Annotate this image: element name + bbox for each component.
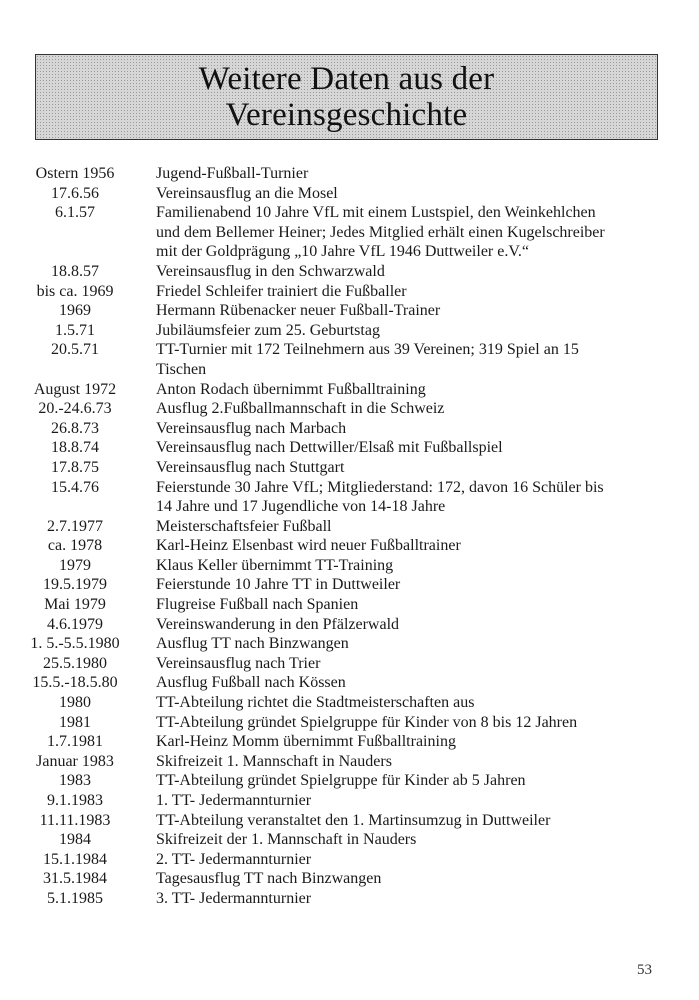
- chronology-entry: [0, 595, 699, 615]
- entry-date: 1. 5.-5.5.1980: [30, 635, 120, 653]
- entry-text-line: Ausflug TT nach Binzwangen: [156, 635, 349, 653]
- chronology-entry: [0, 713, 699, 733]
- entry-text-line: mit der Goldprägung „10 Jahre VfL 1946 Duttweiler e.V.“: [156, 243, 529, 261]
- chronology-entry: [0, 438, 699, 458]
- entry-date: 1.5.71: [55, 321, 95, 339]
- entry-text: [156, 673, 646, 693]
- entry-text-line: Feierstunde 10 Jahre TT in Duttweiler: [156, 576, 401, 594]
- entry-text: [156, 282, 646, 302]
- entry-date: 15.1.1984: [43, 850, 107, 868]
- chronology-entry: [0, 458, 699, 478]
- chronology-entry: [0, 419, 699, 439]
- chronology-entry: [0, 673, 699, 693]
- entry-date: 5.1.1985: [47, 889, 103, 907]
- chronology-entry: [0, 164, 699, 184]
- entry-date: Ostern 1956: [35, 165, 115, 182]
- entry-text-line: Vereinsausflug nach Stuttgart: [156, 458, 345, 476]
- entry-text: [156, 556, 646, 576]
- chronology-entry: [0, 634, 699, 654]
- entry-text: [156, 850, 646, 870]
- entry-text-line: Anton Rodach übernimmt Fußballtraining: [156, 380, 426, 398]
- entry-date: 15.4.76: [51, 478, 99, 496]
- title-banner: [35, 54, 658, 140]
- entry-text-line: Vereinsausflug an die Mosel: [156, 184, 338, 202]
- entry-date: 9.1.1983: [47, 792, 103, 809]
- chronology-entry: [0, 889, 699, 909]
- entry-text: [156, 203, 646, 262]
- chronology-entry: [0, 771, 699, 791]
- entry-text-line: Flugreise Fußball nach Spanien: [156, 596, 359, 614]
- entry-text: [156, 654, 646, 674]
- chronology-entry: [0, 184, 699, 204]
- entry-text: [156, 634, 646, 654]
- entry-text: [156, 164, 646, 184]
- entry-date: 31.5.1984: [43, 870, 107, 888]
- entry-text-line: Familienabend 10 Jahre VfL mit einem Lustspiel, den Weinkehlchen: [156, 204, 596, 222]
- entry-text: [156, 732, 646, 752]
- entry-date: 1969: [59, 302, 91, 320]
- entry-date: 18.8.74: [51, 439, 99, 457]
- entry-text: [156, 752, 646, 772]
- entry-text: [156, 301, 646, 321]
- entry-text-line: Hermann Rübenacker neuer Fußball-Trainer: [156, 302, 441, 320]
- entry-text-line: Friedel Schleifer trainiert die Fußballer: [156, 282, 407, 300]
- entry-text-line: Vereinsausflug nach Dettwiller/Elsaß mit Fußballspiel: [156, 439, 503, 457]
- entry-text: [156, 184, 646, 204]
- chronology-entry: [0, 321, 699, 341]
- entry-text-line: TT-Turnier mit 172 Teilnehmern aus 39 Vereinen; 319 Spiel an 15: [156, 341, 579, 359]
- entry-text-line: Karl-Heinz Momm übernimmt Fußballtraining: [156, 733, 456, 751]
- chronology-entry: [0, 282, 699, 302]
- entry-text-line: Jugend-Fußball-Turnier: [156, 165, 309, 182]
- entry-text-line: 3. TT- Jedermannturnier: [156, 889, 312, 907]
- entry-text-line: Vereinswanderung in den Pfälzerwald: [156, 615, 400, 633]
- entry-text-line: Karl-Heinz Elsenbast wird neuer Fußballtrainer: [156, 537, 461, 555]
- entry-text: [156, 575, 646, 595]
- chronology-entry: [0, 575, 699, 595]
- entry-text: [156, 340, 646, 379]
- entry-text-line: Vereinsausflug nach Marbach: [156, 419, 347, 437]
- entry-text: [156, 615, 646, 635]
- chronology-entry: [0, 556, 699, 576]
- entry-text: [156, 380, 646, 400]
- entry-text: [156, 889, 646, 909]
- entry-date: 17.8.75: [51, 458, 99, 476]
- entry-text-line: Tagesausflug TT nach Binzwangen: [156, 870, 382, 888]
- chronology-entry: [0, 732, 699, 752]
- entry-text: [156, 713, 646, 733]
- entry-text-line: TT-Abteilung gründet Spielgruppe für Kinder von 8 bis 12 Jahren: [156, 713, 578, 731]
- chronology-list: [0, 164, 699, 909]
- entry-text: [156, 419, 646, 439]
- entry-text: [156, 399, 646, 419]
- chronology-entry: [0, 340, 699, 379]
- entry-date: bis ca. 1969: [36, 282, 114, 300]
- chronology-entry: [0, 615, 699, 635]
- entry-date: 1.7.1981: [47, 733, 103, 751]
- entry-date: 1981: [59, 713, 91, 731]
- chronology-entry: [0, 811, 699, 831]
- entry-date: 26.8.73: [51, 419, 99, 437]
- entry-text: [156, 438, 646, 458]
- entry-text-line: 2. TT- Jedermannturnier: [156, 850, 312, 868]
- entry-text: [156, 771, 646, 791]
- chronology-entry: [0, 752, 699, 772]
- entry-date: 20.5.71: [51, 341, 99, 359]
- entry-date: 15.5.-18.5.80: [32, 674, 118, 692]
- chronology-entry: [0, 536, 699, 556]
- entry-date: 1984: [59, 831, 91, 849]
- entry-date: 1983: [59, 772, 91, 790]
- chronology-entry: [0, 869, 699, 889]
- entry-date: 19.5.1979: [43, 576, 107, 594]
- entry-text-line: Vereinsausflug nach Trier: [156, 654, 321, 672]
- entry-text-line: Tischen: [156, 360, 207, 378]
- entry-text: [156, 478, 646, 517]
- entry-text: [156, 536, 646, 556]
- entry-text: [156, 811, 646, 831]
- entry-text-line: Meisterschaftsfeier Fußball: [156, 517, 332, 535]
- entry-text-line: Klaus Keller übernimmt TT-Training: [156, 556, 394, 574]
- entry-date: 1980: [59, 694, 91, 712]
- entry-date: Januar 1983: [36, 752, 114, 770]
- chronology-entry: [0, 301, 699, 321]
- entry-date: 17.6.56: [51, 184, 99, 202]
- entry-text: [156, 458, 646, 478]
- chronology-entry: [0, 654, 699, 674]
- entry-text-line: TT-Abteilung richtet die Stadtmeisterschaften aus: [156, 694, 475, 712]
- entry-text-line: Skifreizeit der 1. Mannschaft in Nauders: [156, 831, 417, 849]
- entry-text: [156, 869, 646, 889]
- chronology-entry: [0, 262, 699, 282]
- chronology-entry: [0, 850, 699, 870]
- chronology-entry: [0, 399, 699, 419]
- chronology-entry: [0, 791, 699, 811]
- entry-date: ca. 1978: [47, 537, 103, 555]
- entry-date: 11.11.1983: [39, 811, 111, 829]
- entry-date: 4.6.1979: [47, 615, 103, 633]
- title-line-1: Weitere Daten aus der: [198, 61, 495, 97]
- entry-text-line: und dem Bellemer Heiner; Jedes Mitglied erhält einen Kugelschreiber: [156, 223, 605, 241]
- entry-date: 18.8.57: [51, 262, 99, 280]
- entry-text: [156, 262, 646, 282]
- entry-text-line: TT-Abteilung veranstaltet den 1. Martinsumzug in Duttweiler: [156, 811, 551, 829]
- entry-date: Mai 1979: [44, 596, 106, 614]
- title-line-2: Vereinsgeschichte: [225, 97, 468, 133]
- chronology-entry: [0, 830, 699, 850]
- entry-text-line: 14 Jahre und 17 Jugendliche von 14-18 Jahre: [156, 498, 446, 516]
- entry-date: 25.5.1980: [43, 654, 107, 672]
- entry-text-line: Ausflug 2.Fußballmannschaft in die Schweiz: [156, 400, 445, 418]
- entry-text-line: Ausflug Fußball nach Kössen: [156, 674, 346, 692]
- page-number: 53: [637, 962, 652, 978]
- chronology-entry: [0, 693, 699, 713]
- entry-text: [156, 595, 646, 615]
- entry-date: 1979: [59, 556, 91, 574]
- entry-text-line: Jubiläumsfeier zum 25. Geburtstag: [156, 321, 380, 339]
- entry-text: [156, 830, 646, 850]
- entry-text: [156, 517, 646, 537]
- entry-text-line: Vereinsausflug in den Schwarzwald: [156, 262, 385, 280]
- chronology-entry: [0, 203, 699, 262]
- entry-text-line: Skifreizeit 1. Mannschaft in Nauders: [156, 752, 392, 770]
- entry-date: August 1972: [33, 380, 117, 398]
- chronology-entry: [0, 380, 699, 400]
- chronology-entry: [0, 517, 699, 537]
- entry-text-line: 1. TT- Jedermannturnier: [156, 792, 312, 809]
- entry-date: 2.7.1977: [47, 517, 103, 535]
- entry-text: [156, 791, 646, 811]
- entry-text: [156, 693, 646, 713]
- chronology-entry: [0, 478, 699, 517]
- entry-text: [156, 321, 646, 341]
- entry-text-line: TT-Abteilung gründet Spielgruppe für Kinder ab 5 Jahren: [156, 772, 526, 790]
- entry-text-line: Feierstunde 30 Jahre VfL; Mitgliederstand: 172, davon 16 Schüler bis: [156, 478, 604, 496]
- entry-date: 6.1.57: [55, 204, 95, 222]
- entry-date: 20.-24.6.73: [38, 400, 112, 418]
